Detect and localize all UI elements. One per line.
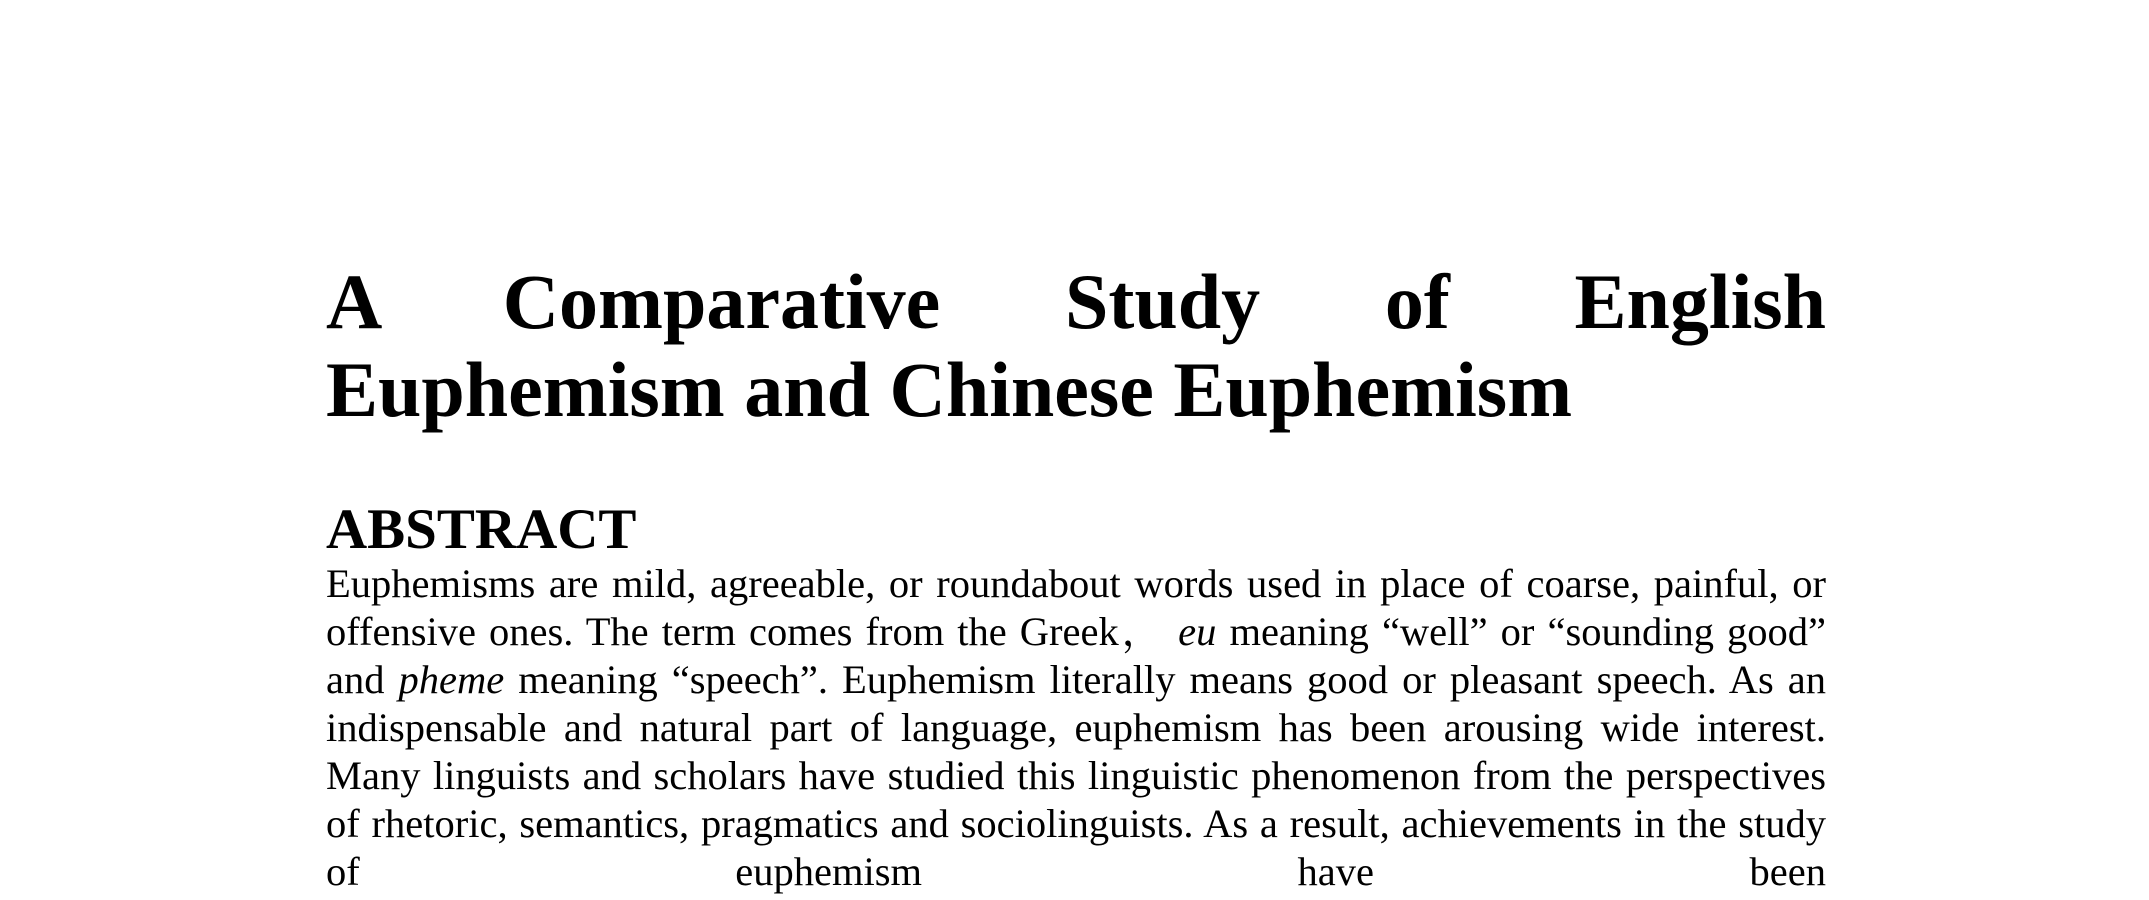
abstract-term-pheme: pheme (398, 657, 505, 702)
abstract-paragraph (326, 560, 1826, 896)
abstract-text-part-3: meaning “speech”. Euphemism literally means good or pleasant speech. As an indispensable and natural part of language, euphemism has been arousing wide interest. Many linguists and scholars have studied this linguistic phenomenon from the perspectives of rhetoric, semantics, pragmatics and sociolinguists. As a result, achievements in the study of euphemism have been (326, 657, 1826, 894)
paper-title-line-1: A Comparative Study of English (326, 258, 1826, 345)
abstract-text-part-1: Euphemisms are mild, agreeable, or roundabout words used in place of coarse, painful, or offensive ones. The term comes from the Greek， (326, 561, 1826, 654)
paper-title-line-2: Euphemism and Chinese Euphemism (326, 346, 1573, 433)
abstract-text-part-2: meaning “well” or “sounding good” and (326, 609, 1826, 702)
abstract-term-eu: eu (1178, 609, 1217, 654)
abstract-heading: ABSTRACT (326, 498, 637, 561)
document-page (326, 258, 1826, 896)
paper-title (326, 258, 1826, 434)
